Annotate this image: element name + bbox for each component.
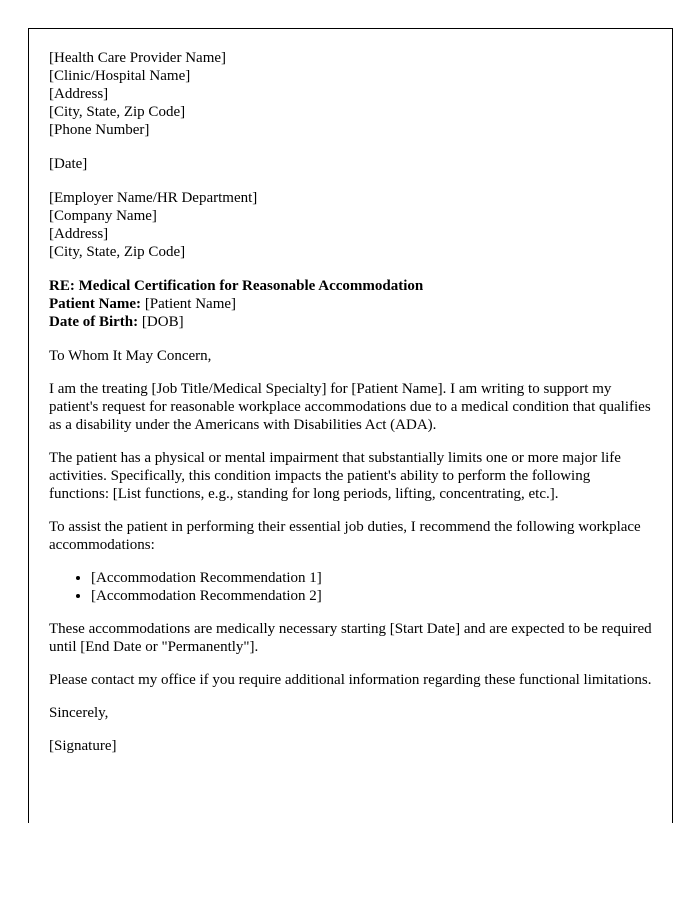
salutation: To Whom It May Concern, [49,348,212,364]
paragraph-intro: I am the treating [Job Title/Medical Specialty] for [Patient Name]. I am writing to support my patient's request for reasonable workplace accommodations due to a medical condition that qualifies as a disability under the Americans with Disabilities Act (ADA). [49,381,651,433]
dob-label: Date of Birth: [49,314,139,330]
letter-page [28,28,673,823]
subject-block [49,277,652,331]
closing: Sincerely, [49,705,109,721]
recipient-employer: [Employer Name/HR Department] [49,190,258,206]
accommodation-item-2: • [Accommodation Recommendation 2] [91,587,652,605]
recipient-address-block [49,189,652,261]
paragraph-duration: These accommodations are medically necessary starting [Start Date] and are expected to be required until [End Date or "Permanently"]. [49,621,652,655]
sender-address-block [49,49,652,139]
dob-line [49,313,652,331]
sender-city-state-zip: [City, State, Zip Code] [49,104,186,120]
paragraph-accommodations-intro: To assist the patient in performing their essential job duties, I recommend the following workplace accommodations: [49,519,641,553]
date-line: [Date] [49,156,88,172]
dob-value: [DOB] [141,314,184,330]
patient-name-label: Patient Name: [49,296,142,312]
recipient-address: [Address] [49,226,109,242]
accommodation-item-1: • [Accommodation Recommendation 1] [91,569,652,587]
recipient-city-state-zip: [City, State, Zip Code] [49,244,186,260]
patient-name-value: [Patient Name] [144,296,237,312]
sender-phone: [Phone Number] [49,122,150,138]
sender-address: [Address] [49,86,109,102]
signature-placeholder: [Signature] [49,738,117,754]
date-block [49,155,652,173]
sender-provider-name: [Health Care Provider Name] [49,50,227,66]
sender-clinic-name: [Clinic/Hospital Name] [49,68,191,84]
paragraph-impairment: The patient has a physical or mental impairment that substantially limits one or more major life activities. Specifically, this condition impacts the patient's ability to perform the following functions: [List functions, e.g., standing for long periods, lifting, concentrating, etc.]. [49,450,621,502]
paragraph-contact: Please contact my office if you require additional information regarding these functional limitations. [49,672,652,688]
patient-name-line [49,295,652,313]
re-line [49,277,652,295]
accommodations-list [49,569,652,605]
recipient-company: [Company Name] [49,208,157,224]
re-line-text: RE: Medical Certification for Reasonable Accommodation [49,278,424,294]
